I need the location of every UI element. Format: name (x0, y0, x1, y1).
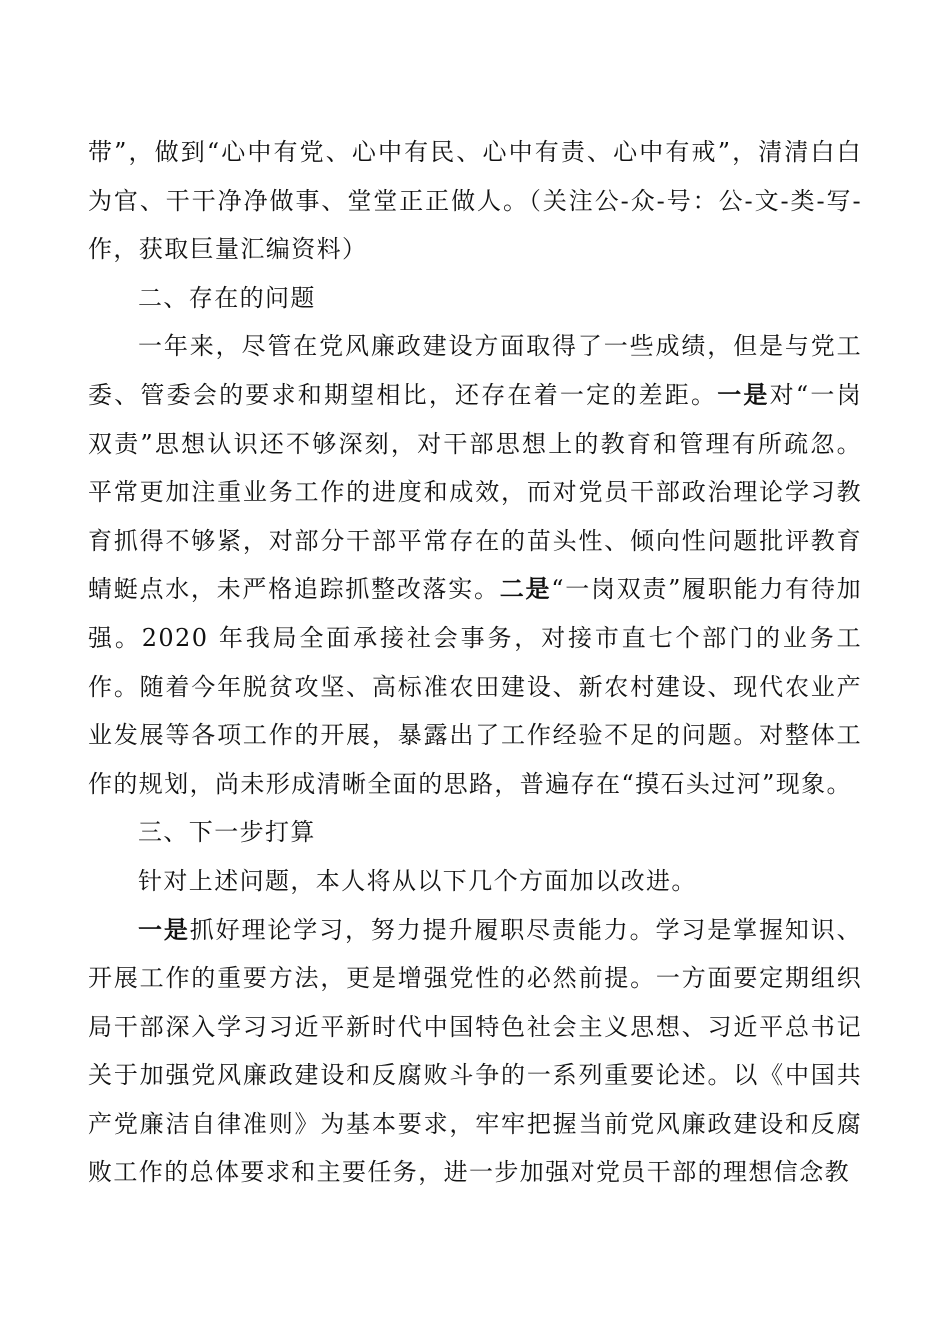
document-body (88, 128, 862, 1197)
continuation-text: 带”，做到“心中有党、心中有民、心中有责、心中有戒”，清清白白为官、干干净净做事、堂堂正正做人。（关注公-众-号：公-文-类-写-作，获取巨量汇编资料） (88, 138, 862, 264)
section-heading-problems: 二、存在的问题 (138, 283, 316, 312)
problems-paragraph (88, 322, 862, 808)
continuation-paragraph (88, 128, 862, 274)
section-heading-next-steps: 三、下一步打算 (138, 818, 316, 847)
problems-label-first: 一是 (717, 380, 770, 409)
problems-intro-text: 一年来，尽管在党风廉政建设方面取得了一些成绩，但是与党工委、管委会的要求和期望相比，还存在着一定的差距。 (88, 332, 862, 409)
next-steps-first-text: 抓好理论学习，努力提升履职尽责能力。学习是掌握知识、开展工作的重要方法，更是增强党性的必然前提。一方面要定期组织局干部深入学习习近平新时代中国特色社会主义思想、习近平总书记关于加强党风廉政建设和反腐败斗争的一系列重要论述。以《中国共产党廉洁自律准则》为基本要求，牢牢把握当前党风廉政建设和反腐败工作的总体要求和主要任务，进一步加强对党员干部的理想信念教 (88, 915, 862, 1187)
next-steps-intro: 针对上述问题，本人将从以下几个方面加以改进。 (138, 866, 697, 895)
problems-second-text: “一岗双责”履职能力有待加强。2020 年我局全面承接社会事务，对接市直七个部门的业务工作。随着今年脱贫攻坚、高标准农田建设、新农村建设、现代农业产业发展等各项工作的开展，暴露出了工作经验不足的问题。对整体工作的规划，尚未形成清晰全面的思路，普遍存在“摸石头过河”现象。 (88, 575, 862, 798)
problems-label-second: 二是 (499, 575, 552, 604)
problems-first-text: 对“一岗双责”思想认识还不够深刻，对干部思想上的教育和管理有所疏忽。平常更加注重业务工作的进度和成效，而对党员干部政治理论学习教育抓得不够紧，对部分干部平常存在的苗头性、倾向性问题批评教育蜻蜓点水，未严格追踪抓整改落实。 (88, 380, 862, 604)
next-steps-paragraph-one (88, 906, 862, 1198)
next-steps-label-first: 一是 (138, 915, 190, 944)
